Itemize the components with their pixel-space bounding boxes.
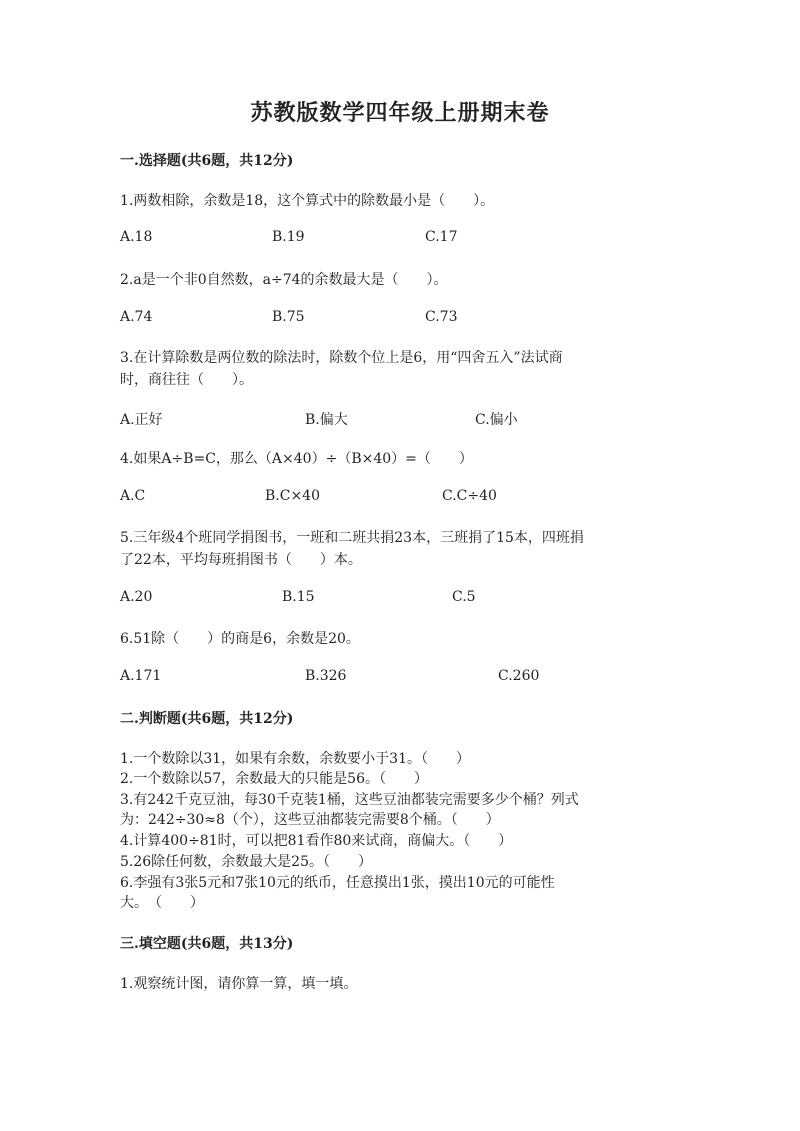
option-c: C.260	[498, 668, 540, 684]
judge-item: 1.一个数除以31，如果有余数，余数要小于31。（ ）	[120, 751, 470, 767]
judge-item: 4.计算400÷81时，可以把81看作80来试商，商偏大。（ ）	[120, 833, 513, 849]
option-b: B.75	[272, 309, 305, 325]
option-a: A.20	[120, 589, 153, 605]
option-a: A.正好	[120, 412, 163, 428]
option-a: A.74	[120, 309, 153, 325]
option-b: B.C×40	[265, 488, 320, 504]
judge-item: 3.有242千克豆油，每30千克装1桶，这些豆油都装完需要多少个桶？列式	[120, 792, 579, 808]
option-c: C.偏小	[475, 412, 518, 428]
option-b: B.326	[305, 668, 347, 684]
question-text: 5.三年级4个班同学捐图书，一班和二班共捐23本，三班捐了15本，四班捐	[120, 530, 584, 546]
judge-item-continued: 为：242÷30≈8（个），这些豆油都装完需要8个桶。（ ）	[120, 812, 500, 828]
judge-item: 5.26除任何数，余数最大是25。（ ）	[120, 854, 372, 870]
option-a: A.18	[120, 229, 153, 245]
option-b: B.19	[272, 229, 305, 245]
question-text: 1.两数相除，余数是18，这个算式中的除数最小是（ ）。	[120, 193, 495, 209]
option-c: C.5	[452, 589, 476, 605]
option-a: A.171	[120, 668, 162, 684]
option-b: B.15	[282, 589, 315, 605]
question-text: 2.a是一个非0自然数，a÷74的余数最大是（ ）。	[120, 272, 448, 288]
section-heading-judge: 二.判断题(共6题，共12分)	[120, 711, 294, 727]
option-c: C.C÷40	[442, 488, 497, 504]
question-text: 4.如果A÷B=C，那么（A×40）÷（B×40）=（ ）	[120, 451, 473, 467]
option-a: A.C	[120, 488, 146, 504]
question-text-continued: 时，商往往（ ）。	[120, 372, 253, 388]
section-heading-fill: 三.填空题(共6题，共13分)	[120, 936, 294, 952]
judge-item: 6.李强有3张5元和7张10元的纸币，任意摸出1张，摸出10元的可能性	[120, 875, 555, 891]
fill-item: 1.观察统计图，请你算一算，填一填。	[120, 976, 358, 992]
option-c: C.73	[425, 309, 458, 325]
option-c: C.17	[425, 229, 458, 245]
section-heading-choice: 一.选择题(共6题，共12分)	[120, 153, 294, 169]
option-b: B.偏大	[305, 412, 348, 428]
judge-item: 2.一个数除以57，余数最大的只能是56。（ ）	[120, 771, 428, 787]
judge-item-continued: 大。 （ ）	[120, 895, 204, 911]
question-text: 3.在计算除数是两位数的除法时，除数个位上是6，用“四舍五入”法试商	[120, 350, 563, 366]
question-text-continued: 了22本，平均每班捐图书（ ）本。	[120, 552, 362, 568]
page-title: 苏教版数学四年级上册期末卷	[250, 100, 550, 126]
question-text: 6.51除（ ）的商是6，余数是20。	[120, 631, 360, 647]
